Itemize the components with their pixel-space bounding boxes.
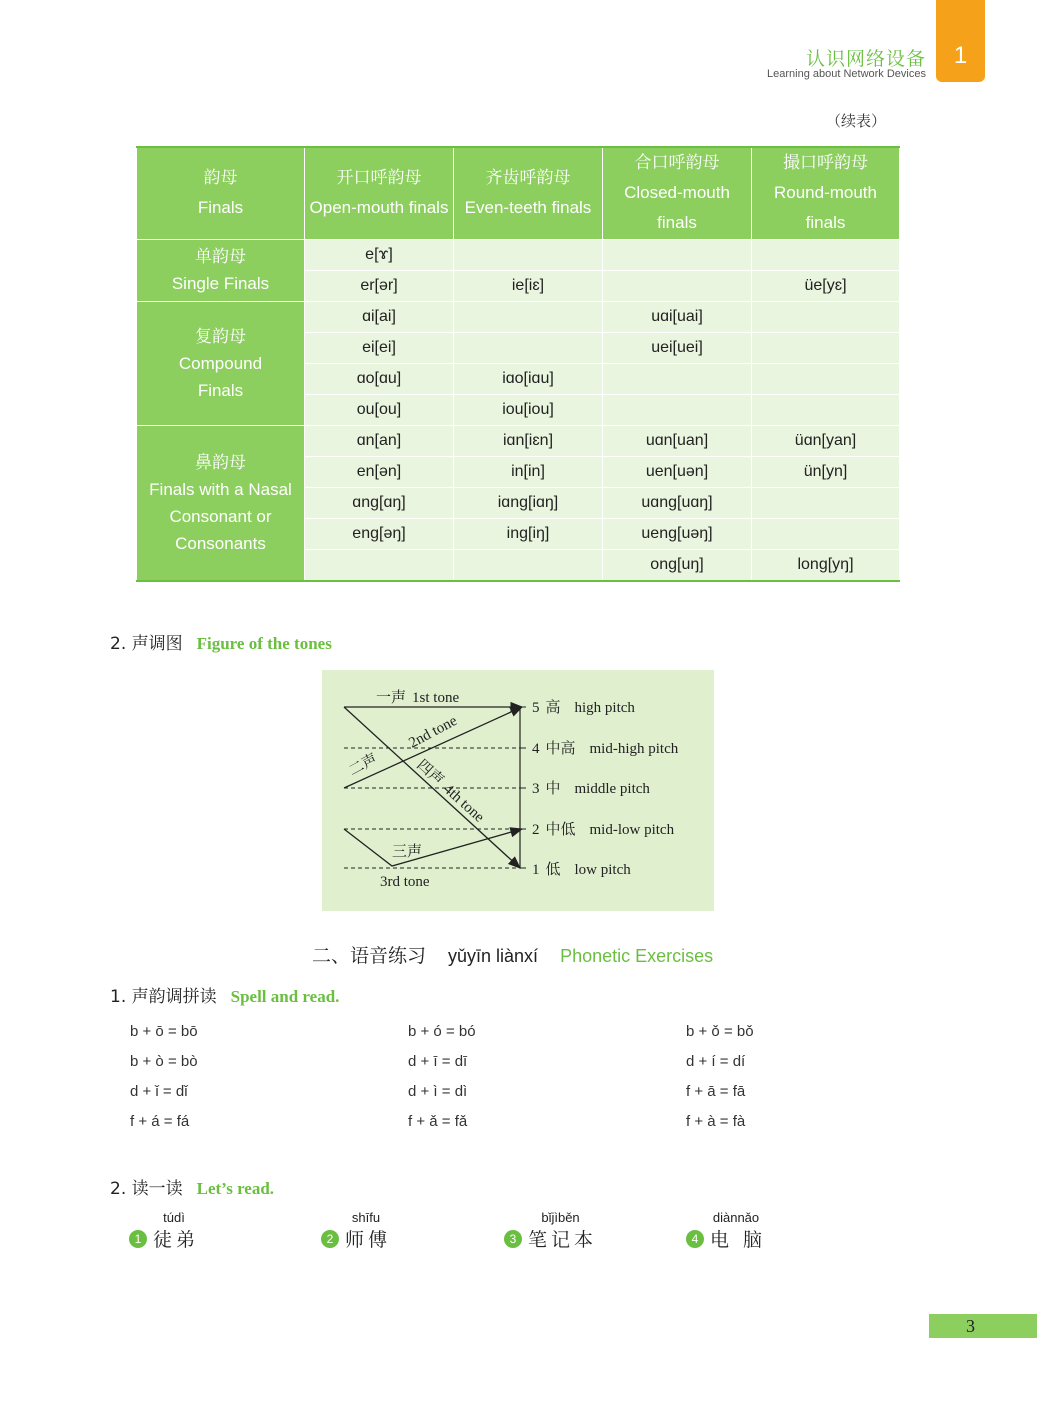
tone2-label-cn: 二声 bbox=[346, 751, 381, 780]
spell-item: d + í = dí bbox=[686, 1053, 746, 1070]
section-read-heading: 2. 读一读 Let’s read. bbox=[110, 1179, 275, 1199]
table-cell: ɑng[ɑŋ] bbox=[305, 487, 454, 518]
section-spell-heading: 1. 声韵调拼读 Spell and read. bbox=[110, 987, 340, 1007]
number-badge: 4 bbox=[686, 1230, 704, 1248]
finals-table bbox=[136, 146, 900, 582]
table-cell bbox=[454, 301, 603, 332]
chapter-title-cn: 认识网络设备 bbox=[805, 48, 926, 70]
table-cell: iou[iou] bbox=[454, 394, 603, 425]
table-cell: uei[uei] bbox=[603, 332, 752, 363]
table-cell: uen[uən] bbox=[603, 456, 752, 487]
table-cell bbox=[752, 518, 900, 549]
spell-item: b + ǒ = bǒ bbox=[686, 1023, 754, 1040]
table-cell: eng[əŋ] bbox=[305, 518, 454, 549]
pitch-level-4: 4 中高 mid-high pitch bbox=[532, 741, 679, 757]
word-item-3: bǐjìběn 3 笔记本 bbox=[504, 1210, 597, 1252]
spell-item: f + ǎ = fǎ bbox=[408, 1113, 468, 1130]
group-single-finals: 单韵母 Single Finals bbox=[137, 239, 305, 301]
continued-label: （续表） bbox=[826, 112, 887, 130]
table-cell: ing[iŋ] bbox=[454, 518, 603, 549]
table-cell bbox=[454, 239, 603, 270]
word-item-1: túdì 1 徒弟 bbox=[129, 1210, 199, 1252]
tone3-label-cn: 三声 bbox=[392, 844, 423, 860]
tone-figure bbox=[322, 670, 714, 911]
header-finals: 韵母 Finals bbox=[137, 147, 305, 239]
table-cell bbox=[752, 239, 900, 270]
table-cell: ie[iɛ] bbox=[454, 270, 603, 301]
table-cell bbox=[603, 239, 752, 270]
table-cell: iɑn[iɛn] bbox=[454, 425, 603, 456]
pitch-level-3: 3 中 middle pitch bbox=[532, 781, 650, 797]
group-compound-finals: 复韵母 Compound Finals bbox=[137, 301, 305, 425]
table-cell: ɑo[ɑu] bbox=[305, 363, 454, 394]
table-cell bbox=[454, 549, 603, 581]
spell-item: d + ī = dī bbox=[408, 1053, 468, 1070]
tone3-line bbox=[344, 829, 522, 866]
table-cell bbox=[752, 363, 900, 394]
table-cell: en[ən] bbox=[305, 456, 454, 487]
header-round-mouth: 撮口呼韵母 Round-mouth finals bbox=[752, 147, 900, 239]
chapter-title-en: Learning about Network Devices bbox=[767, 68, 926, 80]
table-cell bbox=[603, 394, 752, 425]
table-cell bbox=[752, 487, 900, 518]
table-cell: uɑng[uɑŋ] bbox=[603, 487, 752, 518]
spell-item: b + ò = bò bbox=[130, 1053, 198, 1070]
table-cell: iɑo[iɑu] bbox=[454, 363, 603, 394]
number-badge: 3 bbox=[504, 1230, 522, 1248]
header-closed-mouth: 合口呼韵母 Closed-mouth finals bbox=[603, 147, 752, 239]
spell-item: d + ǐ = dǐ bbox=[130, 1083, 188, 1100]
pitch-level-1: 1 低 low pitch bbox=[532, 862, 631, 878]
page-number: 3 bbox=[966, 1316, 975, 1336]
table-cell: long[yŋ] bbox=[752, 549, 900, 581]
table-cell bbox=[603, 270, 752, 301]
table-cell: ueng[uəŋ] bbox=[603, 518, 752, 549]
chapter-tab: 1 bbox=[936, 0, 985, 82]
table-cell: ou[ou] bbox=[305, 394, 454, 425]
table-cell: iɑng[iɑŋ] bbox=[454, 487, 603, 518]
table-cell: uɑi[uai] bbox=[603, 301, 752, 332]
spell-item: f + ā = fā bbox=[686, 1083, 746, 1100]
number-badge: 1 bbox=[129, 1230, 147, 1248]
table-cell: ei[ei] bbox=[305, 332, 454, 363]
spell-item: b + ō = bō bbox=[130, 1023, 198, 1040]
spell-item: b + ó = bó bbox=[408, 1023, 476, 1040]
tone-diagram bbox=[322, 670, 714, 911]
tone4-label: 四声4th tone bbox=[413, 757, 488, 826]
page-number-bar bbox=[929, 1314, 1037, 1338]
tone3-label-en: 3rd tone bbox=[380, 874, 430, 890]
table-row bbox=[137, 301, 900, 332]
pitch-level-5: 5 高 high pitch bbox=[532, 700, 635, 716]
tone1-label: 一声 1st tone bbox=[376, 690, 460, 706]
table-cell: ün[yn] bbox=[752, 456, 900, 487]
table-cell bbox=[603, 363, 752, 394]
table-cell: üɑn[yan] bbox=[752, 425, 900, 456]
table-header-row bbox=[137, 147, 900, 239]
table-cell: e[ɤ] bbox=[305, 239, 454, 270]
table-cell: er[ər] bbox=[305, 270, 454, 301]
table-cell bbox=[752, 301, 900, 332]
spell-item: f + á = fá bbox=[130, 1113, 190, 1130]
table-cell bbox=[752, 332, 900, 363]
table-row bbox=[137, 239, 900, 270]
table-cell: ong[uŋ] bbox=[603, 549, 752, 581]
group-nasal-finals: 鼻韵母 Finals with a Nasal Consonant or Consonants bbox=[137, 425, 305, 581]
header-even-teeth: 齐齿呼韵母 Even-teeth finals bbox=[454, 147, 603, 239]
spell-item: d + ì = dì bbox=[408, 1083, 468, 1100]
table-row bbox=[137, 425, 900, 456]
table-cell bbox=[454, 332, 603, 363]
table-cell: üe[yɛ] bbox=[752, 270, 900, 301]
section-tones-heading: 2. 声调图 Figure of the tones bbox=[110, 634, 332, 654]
word-item-2: shīfu 2 师傅 bbox=[321, 1210, 391, 1252]
table-cell: ɑn[an] bbox=[305, 425, 454, 456]
table-cell: ɑi[ai] bbox=[305, 301, 454, 332]
table-cell bbox=[752, 394, 900, 425]
spell-item: f + à = fà bbox=[686, 1113, 746, 1130]
header-open-mouth: 开口呼韵母 Open-mouth finals bbox=[305, 147, 454, 239]
table-cell: in[in] bbox=[454, 456, 603, 487]
tone2-label-en: 2nd tone bbox=[406, 712, 460, 752]
word-item-4: diànnǎo 4 电 脑 bbox=[686, 1210, 766, 1252]
pitch-level-2: 2 中低 mid-low pitch bbox=[532, 822, 675, 838]
table-cell bbox=[305, 549, 454, 581]
table-cell: uɑn[uan] bbox=[603, 425, 752, 456]
part-title: 二、语音练习 yǔyīn liànxí Phonetic Exercises bbox=[312, 945, 714, 967]
number-badge: 2 bbox=[321, 1230, 339, 1248]
